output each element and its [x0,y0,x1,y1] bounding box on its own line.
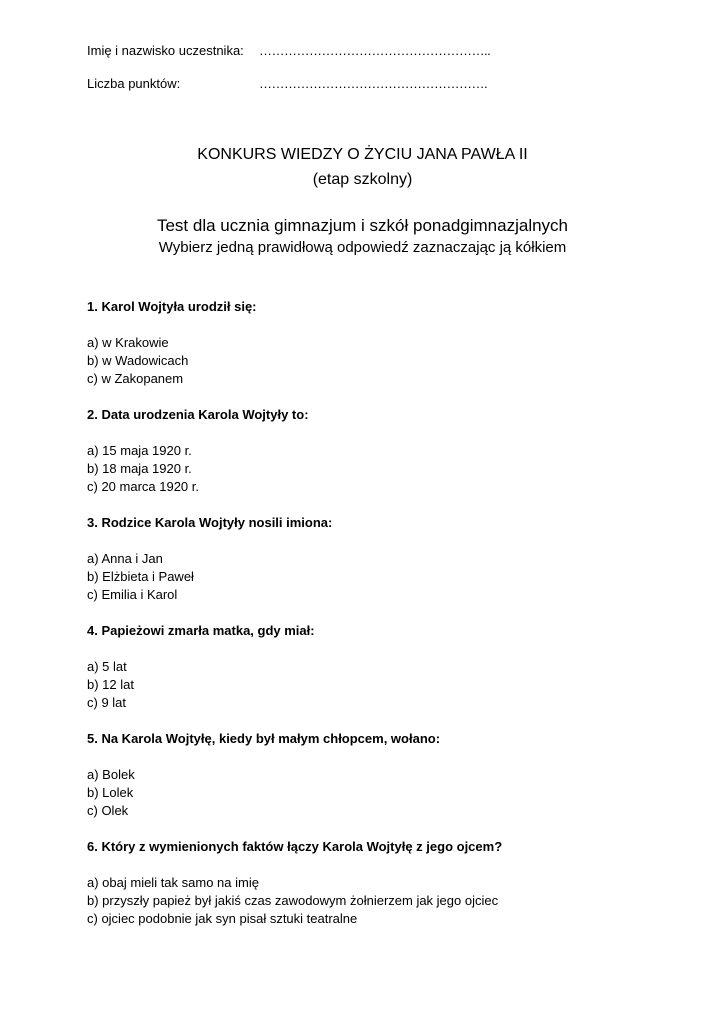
question-2 [87,406,687,496]
answer-b: b) 18 maja 1920 r. [87,461,192,476]
points-label: Liczba punktów: [87,76,181,91]
test-instruction: Wybierz jedną prawidłową odpowiedź zaznaczając ją kółkiem [158,239,567,256]
contest-title: KONKURS WIEDZY O ŻYCIU JANA PAWŁA II [197,146,528,163]
answer-a: a) Bolek [87,767,135,782]
question-text: 4. Papieżowi zmarła matka, gdy miał: [87,623,315,638]
answer-a: a) 5 lat [87,659,127,674]
question-list [87,298,687,946]
question-text: 5. Na Karola Wojtyłę, kiedy był małym chłopcem, wołano: [87,731,441,746]
participant-name-label: Imię i nazwisko uczestnika: [87,43,244,58]
contest-stage: (etap szkolny) [312,171,413,188]
answer-a: a) obaj mieli tak samo na imię [87,875,259,890]
question-text: 6. Który z wymienionych faktów łączy Karola Wojtyłę z jego ojcem? [87,839,503,854]
question-text: 3. Rodzice Karola Wojtyły nosili imiona: [87,515,333,530]
participant-name-field [87,43,490,59]
answer-c: c) Olek [87,803,129,818]
points-blank: ………………………………………………. [259,76,488,91]
question-3 [87,514,687,604]
answer-c: c) 9 lat [87,695,127,710]
points-field [87,76,487,92]
answer-c: c) Emilia i Karol [87,587,178,602]
participant-name-blank: ……………………………………………….. [259,43,491,58]
question-6 [87,838,687,928]
question-1 [87,298,687,388]
answer-a: a) 15 maja 1920 r. [87,443,192,458]
answer-b: b) 12 lat [87,677,134,692]
answer-b: b) Elżbieta i Paweł [87,569,194,584]
answer-a: a) Anna i Jan [87,551,163,566]
answer-b: b) Lolek [87,785,134,800]
test-subtitle: Test dla ucznia gimnazjum i szkół ponadgimnazjalnych [156,216,569,235]
answer-c: c) ojciec podobnie jak syn pisał sztuki teatralne [87,911,358,926]
answer-b: b) w Wadowicach [87,353,189,368]
answer-b: b) przyszły papież był jakiś czas zawodowym żołnierzem jak jego ojciec [87,893,499,908]
answer-a: a) w Krakowie [87,335,169,350]
question-4 [87,622,687,712]
question-5 [87,730,687,820]
answer-c: c) 20 marca 1920 r. [87,479,199,494]
answer-c: c) w Zakopanem [87,371,184,386]
question-text: 1. Karol Wojtyła urodził się: [87,299,257,314]
question-text: 2. Data urodzenia Karola Wojtyły to: [87,407,309,422]
